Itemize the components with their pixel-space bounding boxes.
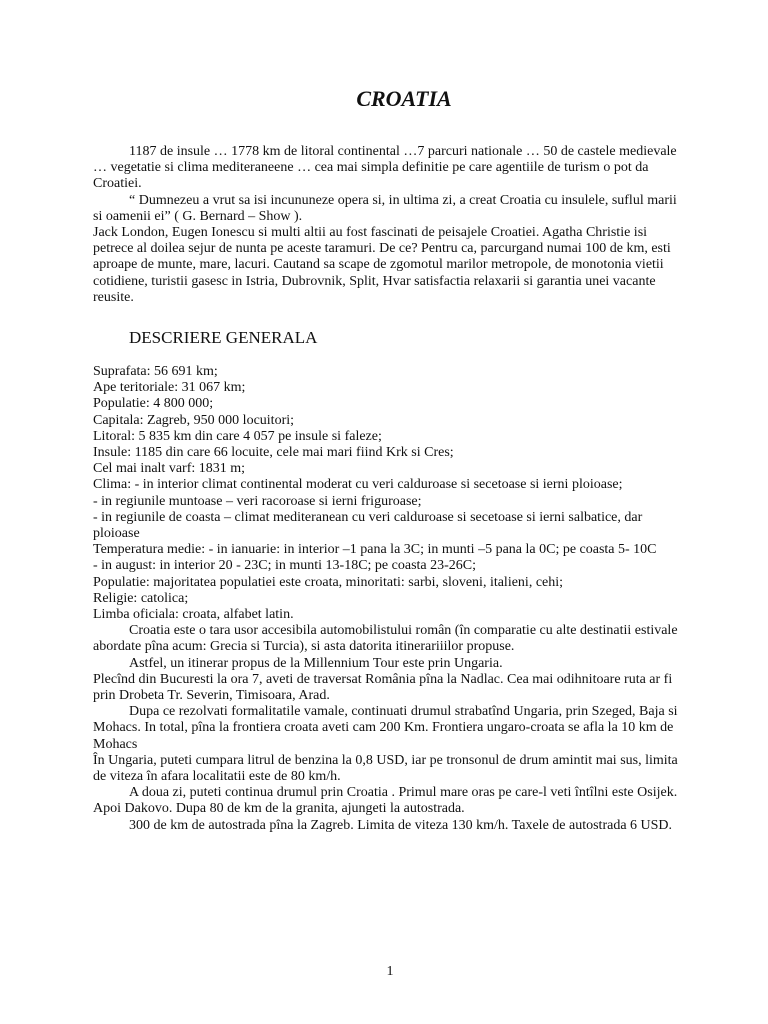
fact-line: Populatie: majoritatea populatiei este croata, minoritati: sarbi, sloveni, italieni, cehi;: [93, 574, 564, 590]
page-title: CROATIA: [356, 86, 452, 111]
fact-line: Suprafata: 56 691 km;: [93, 364, 218, 379]
body-paragraph: Astfel, un itinerar propus de la Millennium Tour este prin Ungaria.: [129, 655, 503, 671]
fact-line: - in regiunile de coasta – climat mediteranean cu veri calduroase si secetoase si ierni salbatice, dar ploioase: [93, 509, 643, 542]
page-number: 1: [386, 964, 394, 979]
body-paragraph: În Ungaria, puteti cumpara litrul de benzina la 0,8 USD, iar pe tronsonul de drum amintit mai sus, limita de viteza în afara localitatii este de 80 km/h.: [93, 752, 678, 785]
fact-line: Ape teritoriale: 31 067 km;: [93, 380, 246, 396]
body-paragraph: Croatia este o tara usor accesibila automobilistului român (în comparatie cu alte destinatii estivale abordate pîna acum: Grecia si Turcia), si asta datorita itinerariiilor propuse.: [93, 623, 678, 655]
body-paragraph: A doua zi, puteti continua drumul prin Croatia . Primul mare oras pe care-l veti întîlni este Osijek. Apoi Dakovo. Dupa 80 de km de la granita, ajungeti la autostrada.: [93, 785, 678, 817]
fact-line: Clima: - in interior climat continental moderat cu veri calduroase si secetoase si ierni ploioase;: [93, 477, 623, 493]
fact-line: Capitala: Zagreb, 950 000 locuitori;: [93, 412, 295, 428]
fact-line: Cel mai inalt varf: 1831 m;: [93, 461, 246, 477]
section-heading: DESCRIERE GENERALA: [129, 328, 318, 347]
intro-section: [93, 144, 683, 306]
fact-line: Insule: 1185 din care 66 locuite, cele mai mari fiind Krk si Cres;: [93, 445, 454, 461]
body-paragraph: Plecînd din Bucuresti la ora 7, aveti de traversat România pîna la Nadlac. Cea mai odihnitoare ruta ar fi prin Drobeta Tr. Severin, Timisoara, Arad.: [93, 671, 673, 704]
intro-paragraph: 1187 de insule … 1778 km de litoral continental …7 parcuri nationale … 50 de castele medievale … vegetatie si clima mediteraneene … cea mai simpla definitie pe care agentiile de turism o pot da Croatiei.: [93, 144, 677, 192]
fact-line: - in august: in interior 20 - 23C; in munti 13-18C; pe coasta 23-26C;: [93, 558, 477, 574]
general-description: [93, 364, 683, 834]
fact-line: Litoral: 5 835 km din care 4 057 pe insule si faleze;: [93, 428, 382, 444]
body-paragraph: Dupa ce rezolvati formalitatile vamale, continuati drumul strabatînd Ungaria, prin Szeged, Baja si Mohacs. In total, pîna la frontiera croata aveti cam 200 Km. Frontiera ungaro-croata se afla la 10 km de Mohacs: [93, 704, 678, 752]
intro-paragraph: Jack London, Eugen Ionescu si multi altii au fost fascinati de peisajele Croatiei. Agatha Christie isi petrece al doilea sejur de nunta pe aceste taramuri. De ce? Pentru ca, parcurgand numai 100 de km, esti aproape de munte, mare, lacuri. Cautand sa scape de zgomotul marilor metropole, de monotonia vietii cotidiene, turistii gasesc in Istria, Dubrovnik, Split, Hvar satisfactia relaxarii si garantia unei vacante reusite.: [93, 225, 671, 305]
quote-paragraph: “ Dumnezeu a vrut sa isi incununeze opera si, in ultima zi, a creat Croatia cu insulele, suflul marii si oamenii ei” ( G. Bernard – Show ).: [93, 192, 677, 224]
fact-line: - in regiunile muntoase – veri racoroase si ierni friguroase;: [93, 493, 422, 509]
body-paragraph: 300 de km de autostrada pîna la Zagreb. Limita de viteza 130 km/h. Taxele de autostrada 6 USD.: [129, 817, 673, 833]
fact-line: Religie: catolica;: [93, 590, 189, 606]
fact-line: Populatie: 4 800 000;: [93, 396, 214, 412]
fact-line: Limba oficiala: croata, alfabet latin.: [93, 607, 294, 623]
fact-line: Temperatura medie: - in ianuarie: in interior –1 pana la 3C; in munti –5 pana la 0C; pe coasta 5- 10C: [93, 542, 657, 558]
